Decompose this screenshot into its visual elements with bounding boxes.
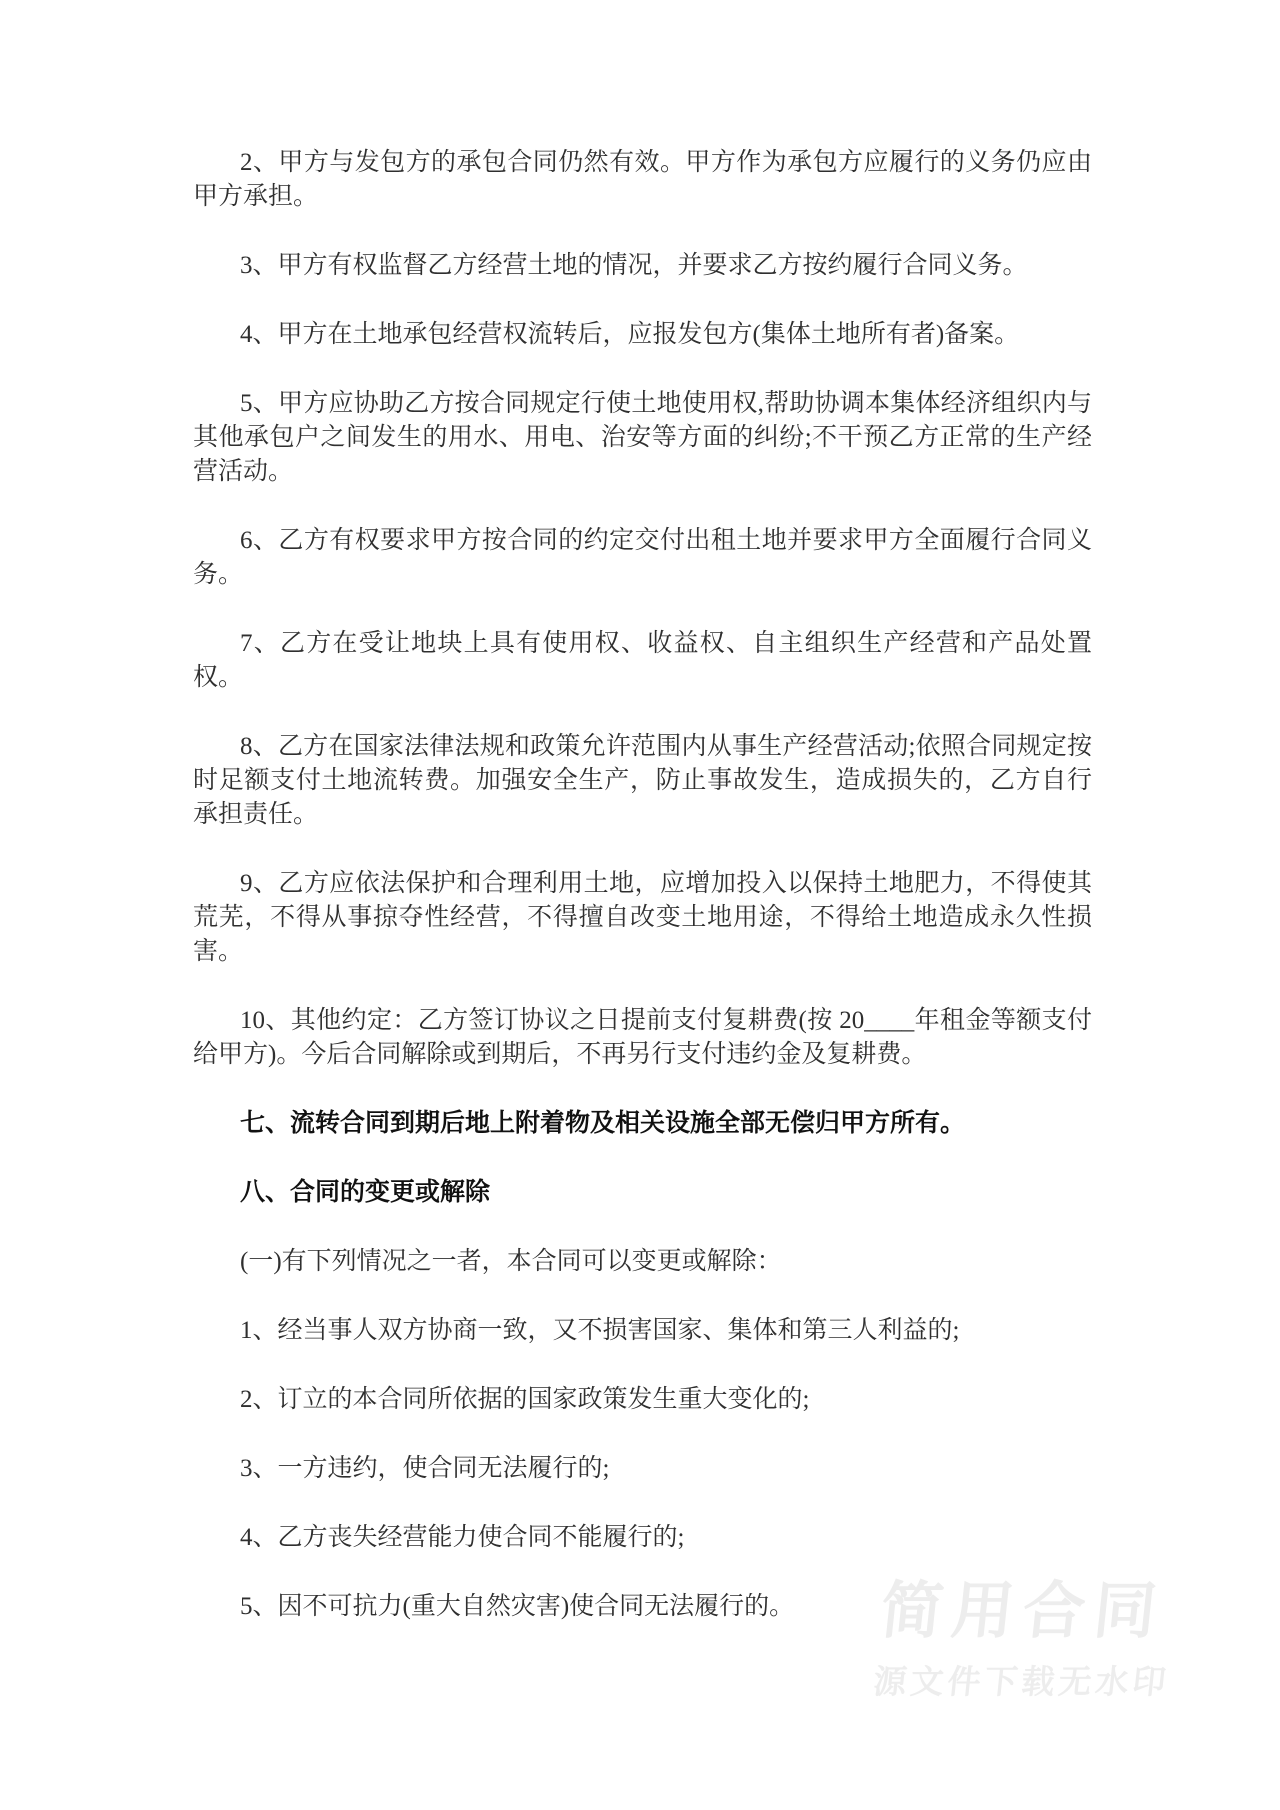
watermark-title: 简用合同 bbox=[877, 1577, 1169, 1646]
contract-paragraph: 9、乙方应依法保护和合理利用土地，应增加投入以保持土地肥力，不得使其荒芜，不得从事掠夺性经营，不得擅自改变土地用途，不得给土地造成永久性损害。 bbox=[193, 870, 1092, 965]
section-heading-7: 七、流转合同到期后地上附着物及相关设施全部无偿归甲方所有。 bbox=[240, 1110, 966, 1137]
contract-page-body bbox=[193, 146, 1092, 1659]
contract-list-item: 2、订立的本合同所依据的国家政策发生重大变化的; bbox=[240, 1386, 810, 1413]
contract-paragraph: (一)有下列情况之一者，本合同可以变更或解除： bbox=[240, 1248, 782, 1275]
contract-paragraph: 5、甲方应协助乙方按合同规定行使土地使用权,帮助协调本集体经济组织内与其他承包户之间发生的用水、用电、治安等方面的纠纷;不干预乙方正常的生产经营活动。 bbox=[193, 390, 1092, 485]
contract-list-item: 4、乙方丧失经营能力使合同不能履行的; bbox=[240, 1524, 685, 1551]
contract-paragraph: 8、乙方在国家法律法规和政策允许范围内从事生产经营活动;依照合同规定按时足额支付土地流转费。加强安全生产，防止事故发生，造成损失的，乙方自行承担责任。 bbox=[193, 733, 1092, 828]
contract-list-item: 1、经当事人双方协商一致，又不损害国家、集体和第三人利益的; bbox=[240, 1317, 960, 1344]
contract-list-item: 5、因不可抗力(重大自然灾害)使合同无法履行的。 bbox=[240, 1593, 795, 1620]
contract-paragraph: 2、甲方与发包方的承包合同仍然有效。甲方作为承包方应履行的义务仍应由甲方承担。 bbox=[193, 149, 1092, 210]
contract-paragraph: 4、甲方在土地承包经营权流转后，应报发包方(集体土地所有者)备案。 bbox=[240, 321, 1020, 348]
contract-paragraph: 3、甲方有权监督乙方经营土地的情况，并要求乙方按约履行合同义务。 bbox=[240, 252, 1028, 279]
contract-list-item: 3、一方违约，使合同无法履行的; bbox=[240, 1455, 610, 1482]
contract-paragraph: 7、乙方在受让地块上具有使用权、收益权、自主组织生产经营和产品处置权。 bbox=[193, 630, 1092, 691]
contract-paragraph: 10、其他约定：乙方签订协议之日提前支付复耕费(按 20____年租金等额支付给甲方)。今后合同解除或到期后，不再另行支付违约金及复耕费。 bbox=[193, 1007, 1092, 1068]
watermark-subtitle: 源文件下载无水印 bbox=[871, 1663, 1172, 1700]
watermark bbox=[871, 1577, 1245, 1700]
contract-paragraph: 6、乙方有权要求甲方按合同的约定交付出租土地并要求甲方全面履行合同义务。 bbox=[193, 527, 1092, 588]
section-heading-8: 八、合同的变更或解除 bbox=[240, 1179, 491, 1206]
